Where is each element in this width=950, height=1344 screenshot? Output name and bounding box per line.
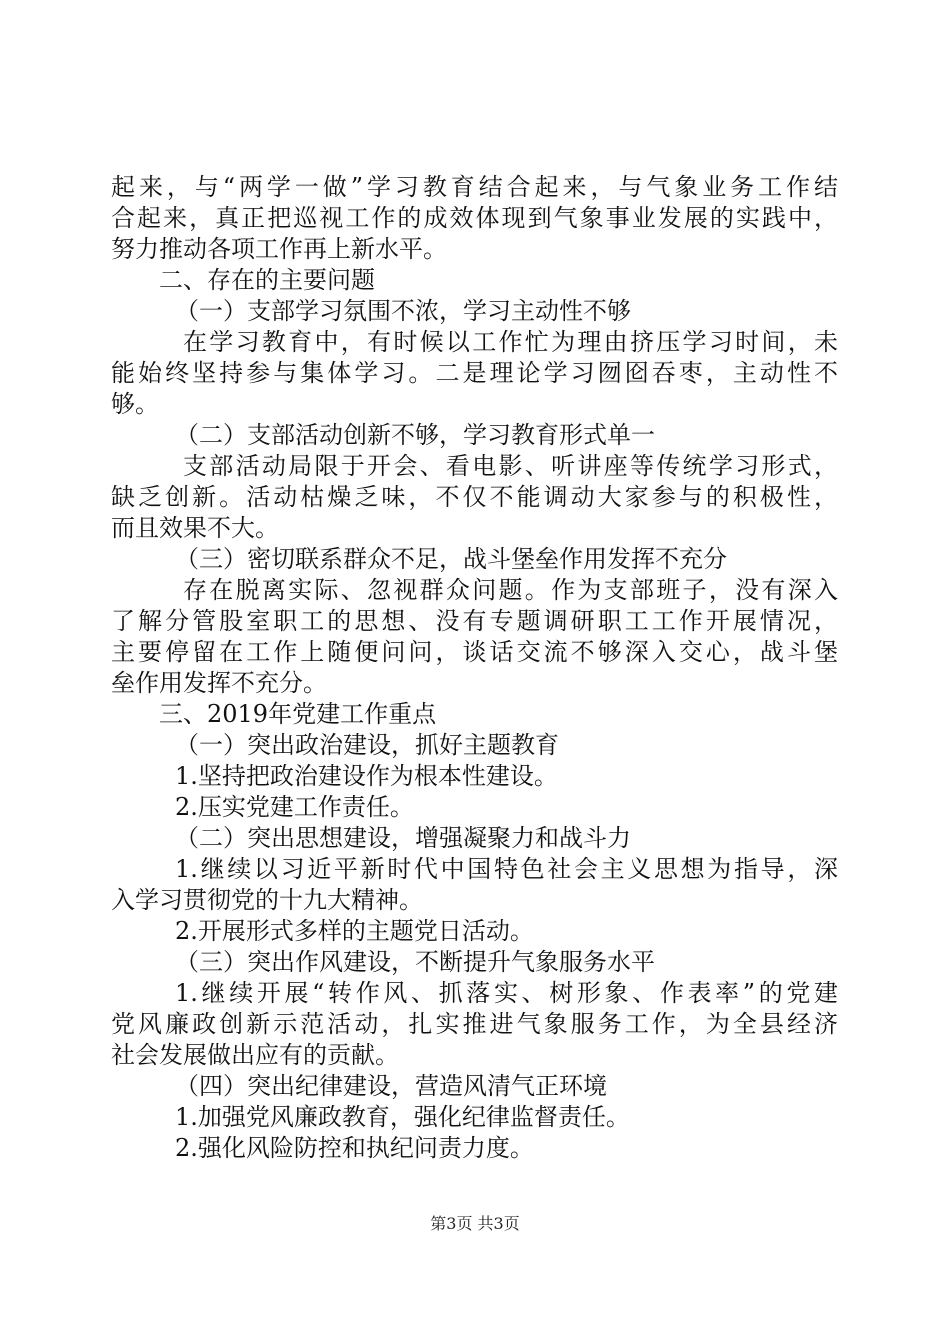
paragraph-line: 缺乏创新。活动枯燥乏味，不仅不能调动大家参与的积极性， — [111, 483, 838, 511]
paragraph-line: 起来，与“两学一做”学习教育结合起来，与气象业务工作结 — [111, 173, 838, 201]
paragraph-line: 能始终坚持参与集体学习。二是理论学习囫囵吞枣，主动性不 — [111, 359, 838, 387]
section-heading-priorities: 三、2019年党建工作重点 — [159, 700, 437, 728]
paragraph-line: 够。 — [111, 390, 159, 418]
section-heading-problems: 二、存在的主要问题 — [159, 266, 375, 294]
subsection-heading: （二）支部活动创新不够，学习教育形式单一 — [175, 421, 655, 449]
paragraph-line: 而且效果不大。 — [111, 514, 279, 542]
subsection-heading: （二）突出思想建设，增强凝聚力和战斗力 — [175, 824, 631, 852]
paragraph-line: 了解分管股室职工的思想、没有专题调研职工工作开展情况， — [111, 607, 838, 635]
list-item: 2.开展形式多样的主题党日活动。 — [175, 917, 534, 945]
subsection-heading: （一）突出政治建设，抓好主题教育 — [175, 731, 559, 759]
paragraph-line: 入学习贯彻党的十九大精神。 — [111, 886, 423, 914]
subsection-heading: （三）密切联系群众不足，战斗堡垒作用发挥不充分 — [175, 545, 727, 573]
list-item: 2.强化风险防控和执纪问责力度。 — [175, 1134, 534, 1162]
list-item: 2.压实党建工作责任。 — [175, 793, 414, 821]
paragraph-line: 合起来，真正把巡视工作的成效体现到气象事业发展的实践中， — [111, 204, 838, 232]
paragraph-line: 在学习教育中，有时候以工作忙为理由挤压学习时间，未 — [183, 328, 838, 356]
subsection-heading: （一）支部学习氛围不浓，学习主动性不够 — [175, 297, 631, 325]
paragraph-line: 社会发展做出应有的贡献。 — [111, 1041, 399, 1069]
list-item: 1.继续以习近平新时代中国特色社会主义思想为指导，深 — [175, 855, 838, 883]
subsection-heading: （四）突出纪律建设，营造风清气正环境 — [175, 1072, 607, 1100]
page-number: 第3页 共3页 — [430, 1214, 520, 1233]
subsection-heading: （三）突出作风建设，不断提升气象服务水平 — [175, 948, 655, 976]
paragraph-line: 垒作用发挥不充分。 — [111, 669, 327, 697]
list-item: 1.继续开展“转作风、抓落实、树形象、作表率”的党建 — [175, 979, 838, 1007]
paragraph-line: 努力推动各项工作再上新水平。 — [111, 235, 447, 263]
list-item: 1.加强党风廉政教育，强化纪律监督责任。 — [175, 1103, 630, 1131]
paragraph-line: 党风廉政创新示范活动，扎实推进气象服务工作，为全县经济 — [111, 1010, 838, 1038]
paragraph-line: 支部活动局限于开会、看电影、听讲座等传统学习形式， — [183, 452, 838, 480]
list-item: 1.坚持把政治建设作为根本性建设。 — [175, 762, 558, 790]
paragraph-line: 存在脱离实际、忽视群众问题。作为支部班子，没有深入 — [183, 576, 838, 604]
document-body — [111, 172, 838, 1164]
paragraph-line: 主要停留在工作上随便问问，谈话交流不够深入交心，战斗堡 — [111, 638, 838, 666]
